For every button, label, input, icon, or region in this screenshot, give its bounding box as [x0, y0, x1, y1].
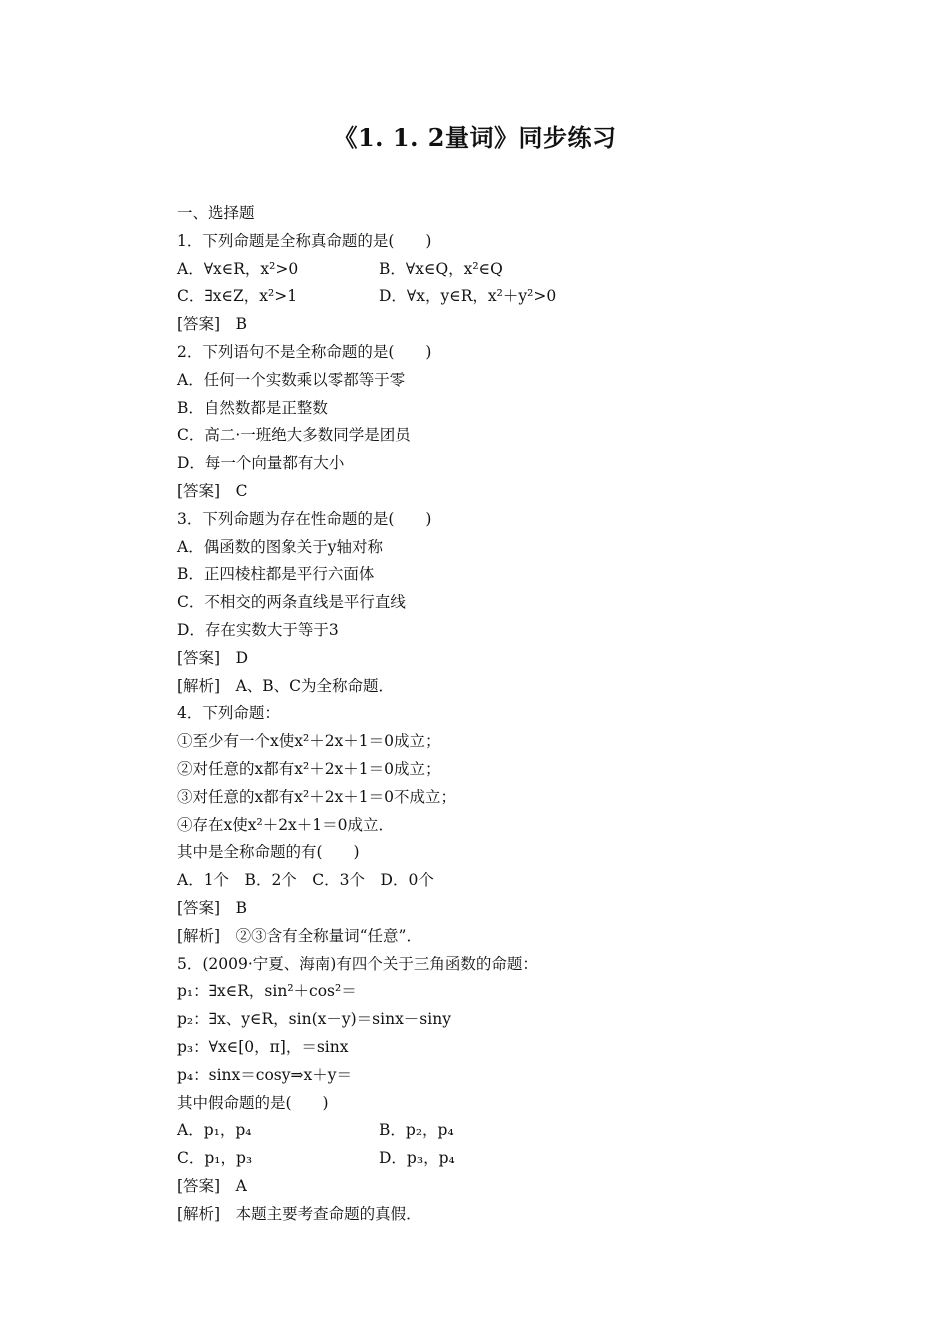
option-a: A．p₁，p₄	[177, 1121, 252, 1140]
proposition-item: ④存在x使x²＋2x＋1＝0成立．	[177, 815, 395, 834]
question-4-answer: [答案] B	[177, 898, 247, 917]
option-a: A．任何一个实数乘以零都等于零	[177, 370, 406, 389]
question-2-answer: [答案] C	[177, 481, 248, 500]
option-d: D．存在实数大于等于3	[177, 620, 339, 639]
proposition-item: ①至少有一个x使x²＋2x＋1＝0成立；	[177, 732, 441, 751]
page-title: 《1. 1. 2量词》同步练习	[333, 123, 617, 152]
question-3-analysis: [解析] A、B、C为全称命题．	[177, 676, 395, 695]
question-2-stem: 2．下列语句不是全称命题的是( )	[177, 342, 432, 361]
option-b: B．自然数都是正整数	[177, 398, 328, 417]
option-c: C．p₁，p₃	[177, 1149, 253, 1168]
option-b: B．正四棱柱都是平行六面体	[177, 565, 375, 584]
question-4-analysis: [解析] ②③含有全称量词“任意”．	[177, 926, 422, 945]
question-1-answer: [答案] B	[177, 315, 247, 334]
question-1-options-row-1	[177, 256, 797, 284]
option-d: D．∀x，y∈R，x²＋y²>0	[379, 287, 557, 306]
document-body	[177, 200, 797, 1228]
question-4-stem: 4．下列命题：	[177, 704, 280, 723]
question-5-prompt: 其中假命题的是( )	[177, 1093, 329, 1112]
question-3-answer: [答案] D	[177, 648, 249, 667]
option-a: A．偶函数的图象关于y轴对称	[177, 537, 383, 556]
question-4-prompt: 其中是全称命题的有( )	[177, 843, 360, 862]
question-5-answer: [答案] A	[177, 1176, 247, 1195]
option-d: D．每一个向量都有大小	[177, 454, 345, 473]
question-1-options-row-2	[177, 283, 797, 311]
question-5-options-row-2	[177, 1145, 797, 1173]
option-c: C．高二·一班绝大多数同学是团员	[177, 426, 411, 445]
option-d: D．p₃，p₄	[379, 1149, 455, 1168]
option-c: C．∃x∈Z，x²>1	[177, 287, 298, 306]
proposition-item: ③对任意的x都有x²＋2x＋1＝0不成立；	[177, 787, 457, 806]
proposition-item: p₃：∀x∈[0，π]，＝sinx	[177, 1037, 349, 1056]
question-5-stem: 5．(2009·宁夏、海南)有四个关于三角函数的命题：	[177, 954, 538, 973]
option-b: B．p₂，p₄	[379, 1121, 454, 1140]
option-c: C．不相交的两条直线是平行直线	[177, 593, 406, 612]
proposition-item: p₁：∃x∈R，sin²＋cos²＝	[177, 982, 357, 1001]
question-5-analysis: [解析] 本题主要考查命题的真假．	[177, 1204, 422, 1223]
question-4-options: A．1个 B．2个 C．3个 D．0个	[177, 871, 434, 890]
proposition-item: p₄：sinx＝cosy⇒x＋y＝	[177, 1065, 352, 1084]
option-b: B．∀x∈Q，x²∈Q	[379, 259, 503, 278]
proposition-item: ②对任意的x都有x²＋2x＋1＝0成立；	[177, 759, 441, 778]
question-5-options-row-1	[177, 1117, 797, 1145]
proposition-item: p₂：∃x、y∈R，sin(x－y)＝sinx－siny	[177, 1010, 451, 1029]
option-a: A．∀x∈R，x²>0	[177, 259, 299, 278]
question-1-stem: 1．下列命题是全称真命题的是( )	[177, 231, 432, 250]
question-3-stem: 3．下列命题为存在性命题的是( )	[177, 509, 432, 528]
section-heading: 一、选择题	[177, 204, 255, 222]
